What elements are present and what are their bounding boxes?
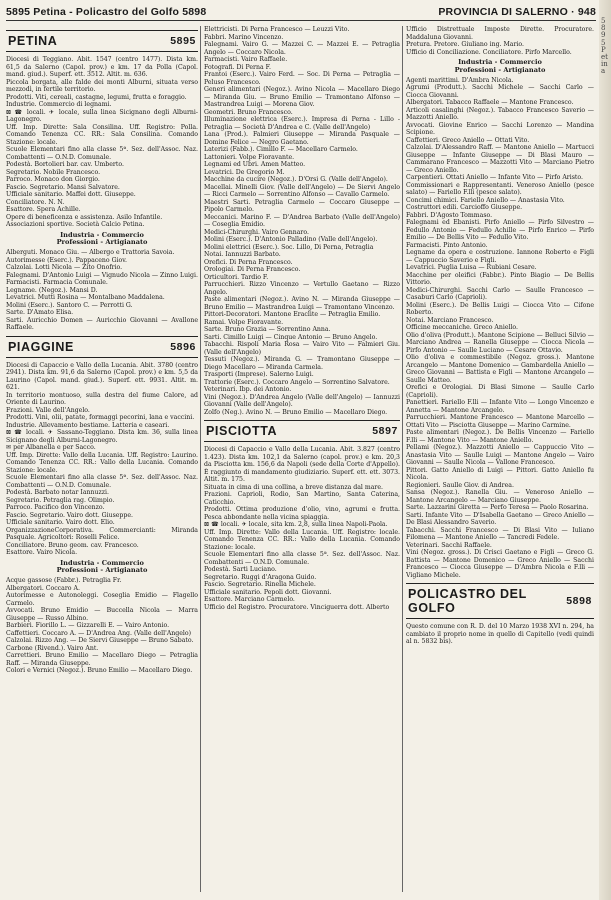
section-heading: Industria - Commercio Professioni - Artigianato bbox=[56, 230, 148, 247]
municipality-name: PIAGGINE bbox=[8, 339, 74, 354]
header-left: 5895 Petina - Policastro del Golfo 5898 bbox=[6, 6, 207, 18]
municipality-name: POLICASTRO DEL GOLFO bbox=[408, 587, 527, 616]
directory-entry-text: Alberguti. Monaco Giu. — Albergo e Trattoria Savoia. Autorimesse (Eserc.). Pappaceno Giov. Calzolai. Lotti Nicola — Zito Onofrio. Falegnami. D'Antonio Luigi — Vignudo Nicola — Zinno Luigi. Farmacisti. Farmacia Comunale. Legname. (Negoz.). Mansi D. Levatrici. Mutti Rosina — Montalbano Maddalena. Molini (Eserc.). Santoro C. — Perrotti G. Sarte. D'Amato Elisa. Sarti. Auricchio Domen — Auricchio Giovanni — Avallone Raffaele. bbox=[6, 249, 198, 332]
column-left bbox=[6, 26, 198, 892]
header-right: PROVINCIA DI SALERNO · 948 bbox=[438, 6, 596, 18]
municipality-heading bbox=[204, 420, 400, 442]
directory-entry-text: Questo comune con R. D. del 10 Marzo 1938 XVI n. 294, ha cambiato il proprio nome in quello di Capitello (vedi quindi al n. 5832 bis). bbox=[406, 623, 594, 646]
municipality-number: 5898 bbox=[566, 595, 592, 608]
column-divider bbox=[200, 26, 201, 892]
municipality-number: 5896 bbox=[170, 340, 196, 353]
column-right bbox=[406, 26, 594, 892]
directory-entry-text: Diocesi di Capaccio e Vallo della Lucania. Abit. 3.827 (centro 1.423). Dista km. 102,1 da Salerno (capol. prov.) e km. 20,3 da Pisciotta km. 156,6 da Napoli (sede della Corte d'Appello). È raggiunto di mandamento giudiziario. Superf. ett. ett. 3073. Altit. m. 175. Situata in cima di una collina, a breve distanza dal mare. Frazioni. Caprioli, Rodio, San Martino, Santa Caterina, Caticchio. Prodotti. Ottima produzione d'olio, vino, agrumi e frutta. Pesca abbondante nella vicina spiaggia. ⊠ ☎ locali. ✈ locale, sita km. 2,8, sulla linea Napoli-Paola. Uff. Imp. Dirette: Vallo della Lucania. Uff. Registro: locale. Comando Tenenza CC. RR.: Vallo della Lucania. Comando Stazione: locale. Scuole Elementari fino alla classe 5ª. Sez. dell'Assoc. Naz. Combattenti — O.N.D. Comunale. Podestà. Sarti Luciano. Segretario. Ruggi d'Aragona Guido. Fascio. Segretario. Rinella Michele. Ufficiale sanitario. Pepoli dott. Giovanni. Esattore. Marciano Carmelo. Ufficio del Registro. Procuratore. Vinciguerra dott. Alberto bbox=[204, 446, 400, 611]
facing-page-edge bbox=[599, 0, 611, 900]
directory-entry-text: Diocesi di Capaccio e Vallo della Lucania. Abit. 3780 (centro 2941). Dista km. 91,6 da Salerno (Capol. prov.) e km. 5,5 da Laurino (Capol. mand. giud.). Superf. ett. 9931. Altit. m. 621. In territorio montuoso, sulla destra del fiume Calore, ad Oriente di Laurino. Frazioni. Valle dell'Angelo. Prodotti. Vini, olii, patate, formaggi pecorini, lana e vaccini. Industrie. Allevamento bestiame. Latteria e caseari. ⊠ ☎ locali. ✈ Sassano-Teggiano. Dista km. 36, sulla linea Sicignano degli Alburni-Lagonegro. ✉ per Albanella e per Sacco. Uff. Imp. Dirette: Vallo della Lucania. Uff. Registro: Laurino. Comando Tenenza CC. RR.: Vallo della Lucania. Comando Stazione: locale. Scuole Elementari fino alla classe 5ª. Sez. dell'Assoc. Naz. Combattenti — O.N.D. Comunale. Podestà. Barbato notar Iannuzzi. Segretario. Petraglia rag. Olimpio. Parroco. Pacifico don Vincenzo. Fascio. Segretario. Vairo dott. Giuseppe. Ufficiale sanitario. Vairo dott. Elio. OrganizzazioneCorporativa. Commercianti: Miranda Pasquale. Agricoltori: Roselli Felice. Conciliatore. Bruno geom. cav. Francesco. Esattore. Vairo Nicola. bbox=[6, 361, 198, 557]
column-middle bbox=[204, 26, 400, 892]
municipality-name: PISCIOTTA bbox=[206, 424, 278, 438]
column-divider bbox=[402, 26, 403, 892]
directory-entry-text: Acque gassose (Fabbr.). Petraglia Fr. Albergatori. Coccaro A. Autorimesse e Autonoleggi. Coseglia Emidio — Flagello Carmelo. Avvocati. Bruno Emidio — Buccella Nicola — Marra Giuseppe — Russo Albino. Barbieri. Fiorillo L. — Gizzarelli E. — Vairo Antonio. Caffettieri. Coccaro A. — D'Andrea Ang. (Valle dell'Angelo) Calzolai. Rizzo Ang. — De Siervi Giuseppe — Bruno Sabato. Carbone (Rivend.). Vairo Ant. Carrettieri. Bruno Emilio — Macellaro Diego — Petraglia Raff. — Miranda Giuseppe. Colori e Vernici (Negoz.). Bruno Emilio — Macellaro Diego. bbox=[6, 577, 198, 675]
municipality-name: PETINA bbox=[8, 34, 58, 48]
directory-entry-text: Diocesi di Teggiano. Abit. 1547 (centro 1477). Dista km. 61,5 da Salerno (Capol. prov.) e km. 17 da Polla (Capol. mand. giud.). Superf. ett. 3512. Altit. m. 636. Piccola borgata, alle falde dei monti Alburni, situata verso mezzodì, in fertile territorio. Prodotti. Viti, cereali, castagne, legumi, frutta e foraggio. Industrie. Commercio di legnami. ⊠ ☎ locali. ✈ locale, sulla linea Sicignano degli Alburni-Lagonegro. Uff. Imp. Dirette: Sala Consilina. Uff. Registro: Polla. Comando Tenenza CC. RR.: Sala Consilina. Comando Stazione: locale. Scuole Elementari fino alla classe 5ª. Sez. dell'Assoc. Naz. Combattenti — O.N.D. Comunale. Podestà. Bortolieri bar. cav. Umberto. Segretario. Nobile Francesco. Parroco. Monaco don Giorgio. Fascio. Segretario. Mansi Salvatore. Ufficiale sanitario. Maffei dott. Giuseppe. Conciliatore. N. N. Esattore. Spera Achille. Opere di beneficenza e assistenza. Asilo Infantile. Associazioni sportive. Società Calcio Petina. bbox=[6, 56, 198, 228]
directory-entry-text: Elettricisti. Di Perna Francesco — Leuzzi Vito. Fabbri. Marino Vincenzo. Falegnami. Vairo G. — Mazzei C. — Mazzei E. — Petraglia Angelo — Coccaro Nicola. Farmacisti. Vairo Raffaele. Fotografi. Di Perna F. Frantoi (Eserc.). Vairo Ferd. — Soc. Di Perna — Petraglia — Peluso Francesco. Generi alimentari (Negoz.). Avino Nicola — Macellaro Diego — Miranda Giu. — Bruno Emilio — Tramontano Alfonso — Mastrandrea Luigi — Morena Giov. Geometri. Bruno Francesco. Illuminazione elettrica (Eserc.). Impresa di Perna - Lillo - Petraglia — Società D'Andrea e C. (Valle dell'Angelo) Lana (Prod.). Falmieri Giuseppe — Miranda Pasquale — Domine Felice — Negro Gaetano. Laterizi (Fabb.). Cimillo F. — Macellaro Carmelo. Lattonieri. Volpe Fioravante. Legnami ed Ubri. Amen Matteo. Levatrici. De Gregorio M. Macchine da cucire (Negoz.). D'Orsi G. (Valle dell'Angelo). Macellai. Minelli Giov. (Valle dell'Angelo) — De Siervi Angelo — Ricci Carmelo — Sorrentino Alfonso — Cavallo Carmelo. Maestri Sarti. Petraglia Carmelo — Coccaro Giuseppe — Pipolo Carmelo. Meccanici. Marino F. — D'Andrea Barbato (Valle dell'Angelo) — Coseglia Emidio. Medici-Chirurghi. Vairo Gennaro. Molini (Eserc.). D'Antonio Palladino (Valle dell'Angelo). Molini elettrici (Eserc.). Soc. Lillo, Di Perna, Petraglia Notai. Iannuzzi Barbato. Orefici. Di Perna Francesco. Orologiai. Di Perna Francesco. Orticultori. Tardio F. Parrucchieri. Rizzo Vincenzo — Vertullo Gaetano — Rizzo Angelo. Paste alimentari (Negoz.). Avino N. — Miranda Giuseppe — Bruno Emilio — Mastrandrea Luigi — Tramontano Vincenzo. Pittori-Decoratori. Mantone Eraclite — Petraglia Emilio. Ramai. Volpe Fioravante. Sarte. Bruno Grazia — Sorrentino Anna. Sarti. Cimillo Luigi — Cinque Antonio — Bruno Angelo. Tabacchi. Rispoli Maria Rosa — Vairo Vito — Falmieri Giu. (Valle dell'Angelo) Tessuti (Negoz.). Miranda G. — Tramontano Giuseppe — Diego Macellaro — Miranda Carmela. Trasporti (Imprese). Salerno Luigi. Trattorie (Eserc.). Coccaro Angelo — Sorrentino Salvatore. Veterinari. Ibp. dei Antonio. Vini (Negoz.). D'Andrea Angelo (Valle dell'Angelo) — Iannuzzi Giovanni (Valle dell'Angelo). Zolfo (Neg.). Avino N. — Bruno Emilio — Macellaro Diego. bbox=[204, 26, 400, 416]
directory-entry-text: Agenti marittimi. D'Ambra Nicola. Agrumi (Produtt.). Sacchi Michele — Sacchi Carlo — Ciocca Giovanni. Albergatori. Tabacco Raffaele — Mantone Francesco. Articoli casalinghi (Negoz.). Tabacco Francesco Saverio — Mazzotti Aniello. Avvocati. Giovine Enrico — Sacchi Lorenzo — Mandina Scipione. Caffettieri. Greco Aniello — Ottati Vito. Calzolai. D'Alessandro Raff. — Mantone Aniello — Martucci Giuseppe — Infante Giuseppe — Di Blasi Mauro — Cammarano Francesco — Mazzotti Vito — Marciano Pietro — Greco Aniello. Carpentieri. Ottati Aniello — Infante Vito — Pirfo Aristo. Commissionari e Rappresentanti. Veneroso Aniello (pesce salato) — Fariello F.lli (pesce salato). Concimi chimici. Fariello Aniello — Anastasia Vito. Costruttori edili. Carcioffo Giuseppe. Fabbri. D'Agosto Tommaso. Falegnami ed Ebanisti. Pirfo Aniello — Pirfo Silvestro — Fedullo Antonio — Fedullo Achille — Pirfo Enrico — Pirfo Emilio — De Bellis Vito — Fedullo Vito. Farmacisti. Pinto Antonio. Legname da opera e costruzione. Iannone Roberto e Figli — Cappuccio Saverio e Figli. Levatrici. Puglia Luisa — Rubiani Cesare. Macchine per oleifici (Fabbr.). Pinto Biagio — De Bellis Vittorio. Medici-Chirurghi. Sacchi Carlo — Saulle Francesco — Casaburi Carlo (Caprioli). Molini (Eserc.). De Bellis Luigi — Ciocca Vito — Cifone Roberto. Notai. Marciano Francesco. Officine meccaniche. Greco Aniello. Olio d'oliva (Produtt.). Mantone Scipione — Belluci Silvio — Marciano Andrea — Ranella Giuseppe — Ciocca Nicola — Pirfo Antonio — Saulle Luciano — Cesare Ottavio. Olio d'oliva e commestibile (Negoz. gross.). Mantone Arcangelo — Mantone Domenico — Gambardella Aniello — Greco Giovanni — Battista e Figli — Mantone Arcangelo — Saulle Matteo. Orefici e Orologiai. Di Blasi Simone — Saulle Carlo (Caprioli). Panettieri. Fariello F.lli — Infante Vito — Longo Vincenzo e Annetta — Mantone Arcangelo. Parrucchieri. Mantone Francesco — Mantone Marcello — Ottati Vito — Pisciotta Giuseppe — Marino Carmine. Paste alimentari (Negoz.). De Bellis Vincenzo — Fariello F.lli — Mantone Vito — Mantone Aniello. Pellami (Negoz.). Mazzotti Aniello — Cappuccio Vito — Anastasia Vito — Saulle Luigi — Mantone Angelo — Vairo Giovanni — Saulle Nicola — Vallone Francesco. Pittori. Gatto Aniello di Luigi — Pittori. Gatto Aniello fu Nicola. Regionieri. Saulle Giov. di Andrea. Sansa (Negoz.). Ranella Giu. — Veneroso Aniello — Mantone Arcangelo — Marciano Giuseppe. Sarte. Lazzarini Giretta — Perfo Teresa — Paolo Rosarina. Sarti. Infante Vito — D'Isabella Gaetano — Greco Aniello — De Blasi Alessandro Saverio. Tabacchi. Sacchi Francesco — Di Blasi Vito — Iuliano Filomena — Mantone Aniello — Tancredi Fedele. Veterinari. Sacchi Raffaele. Vini (Negoz. gross.). Di Crisci Gaetano e Figli — Greco G. Battista — Mantone Domenico — Greco Aniello — Sacchi Francesco — Ciocca Giuseppe — D'Ambra Nicola e F.lli — Vigliano Michele. bbox=[406, 76, 594, 579]
municipality-number: 5895 bbox=[170, 35, 196, 47]
municipality-heading bbox=[6, 30, 198, 52]
facing-page-text: 5895 Petina bbox=[601, 17, 608, 76]
municipality-heading bbox=[6, 336, 198, 358]
municipality-number: 5897 bbox=[372, 425, 398, 437]
page-header bbox=[6, 6, 596, 21]
section-heading: Industria - Commercio Professioni - Artigianato bbox=[56, 558, 148, 575]
municipality-heading bbox=[406, 583, 594, 619]
directory-entry-text: Ufficio Distrettuale Imposte Dirette. Procuratore. Maddaluna Giovanni. Pretura. Pretore. Giuliano ing. Mario. Ufficio di Conciliazione. Conciliatore. Pirfo Marcello. bbox=[406, 26, 594, 56]
section-heading: Industria - Commercio Professioni - Artigianato bbox=[454, 58, 546, 74]
